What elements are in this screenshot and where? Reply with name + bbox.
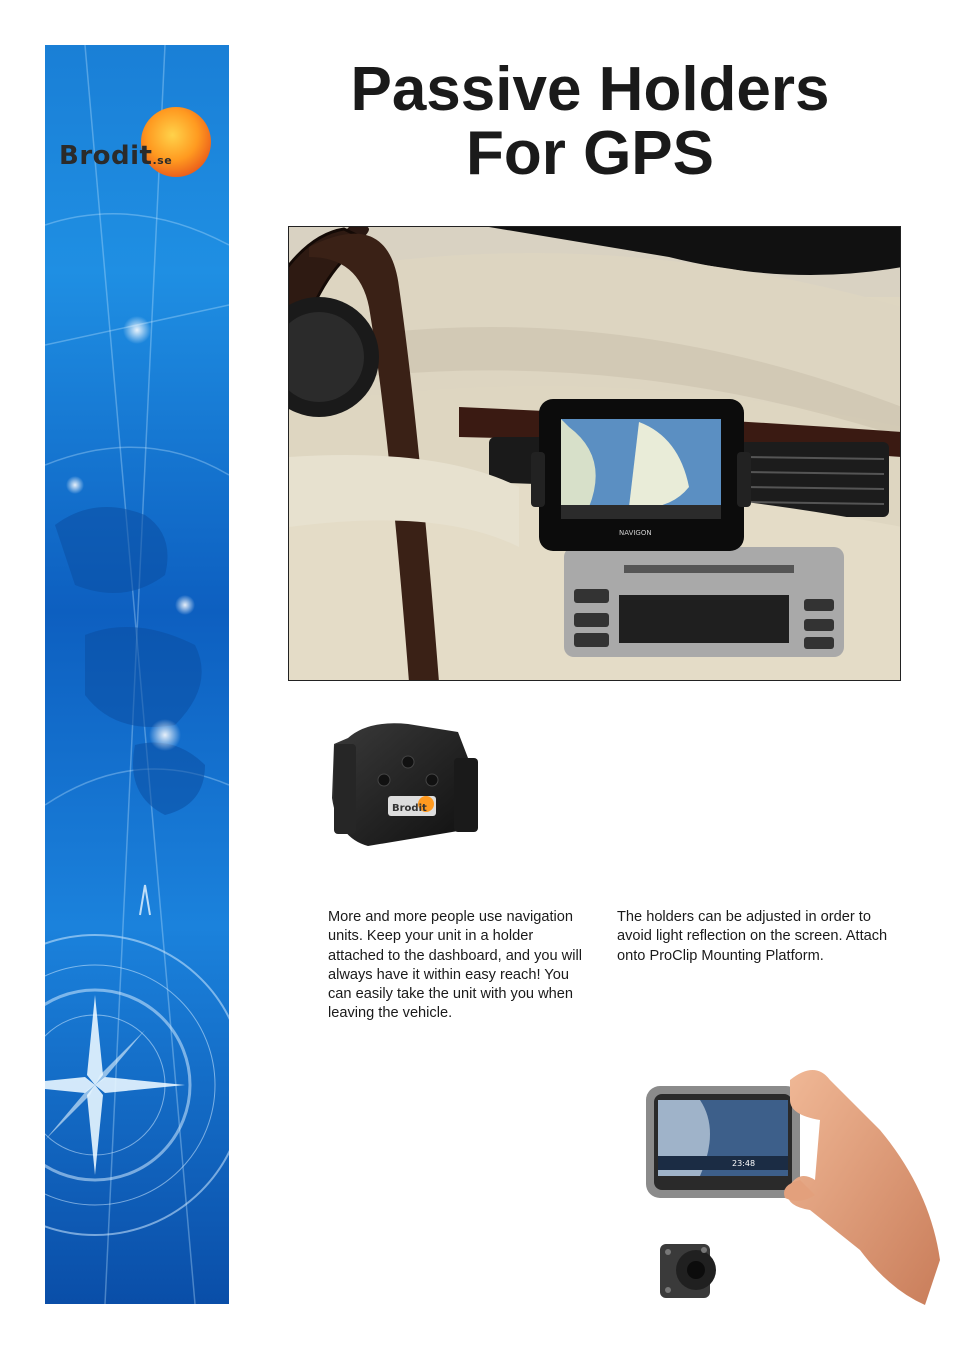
page-title bbox=[300, 55, 880, 188]
tilt-swivel-mount-image bbox=[656, 1238, 722, 1304]
decorative-sidebar bbox=[45, 45, 229, 1304]
title-line-1: Passive Holders bbox=[350, 55, 830, 124]
sidebar-artwork bbox=[45, 45, 229, 1304]
logo-brand-suffix: .se bbox=[152, 154, 173, 167]
title-line-2: For GPS bbox=[465, 119, 715, 188]
gps-brand-label: NAVIGON bbox=[619, 529, 652, 537]
brodit-logo bbox=[59, 107, 219, 177]
gps-clock: 23:48 bbox=[732, 1159, 756, 1168]
intro-paragraph: More and more people use navigation units. Keep your unit in a holder attached to the dashboard, and you will always have it within easy reach! You can easily take the unit with you when leaving the vehicle. bbox=[328, 909, 582, 1022]
dashboard-illustration bbox=[289, 227, 901, 681]
car-dashboard-photo bbox=[288, 226, 901, 681]
logo-brand-name: Brodit bbox=[59, 141, 153, 171]
holder-logo-text: Brodit bbox=[392, 803, 427, 814]
compass-rose-icon bbox=[45, 995, 185, 1175]
holder-product-image bbox=[328, 718, 484, 852]
adjustment-paragraph: The holders can be adjusted in order to avoid light reflection on the screen. Attach onto ProClip Mounting Platform. bbox=[617, 909, 888, 964]
